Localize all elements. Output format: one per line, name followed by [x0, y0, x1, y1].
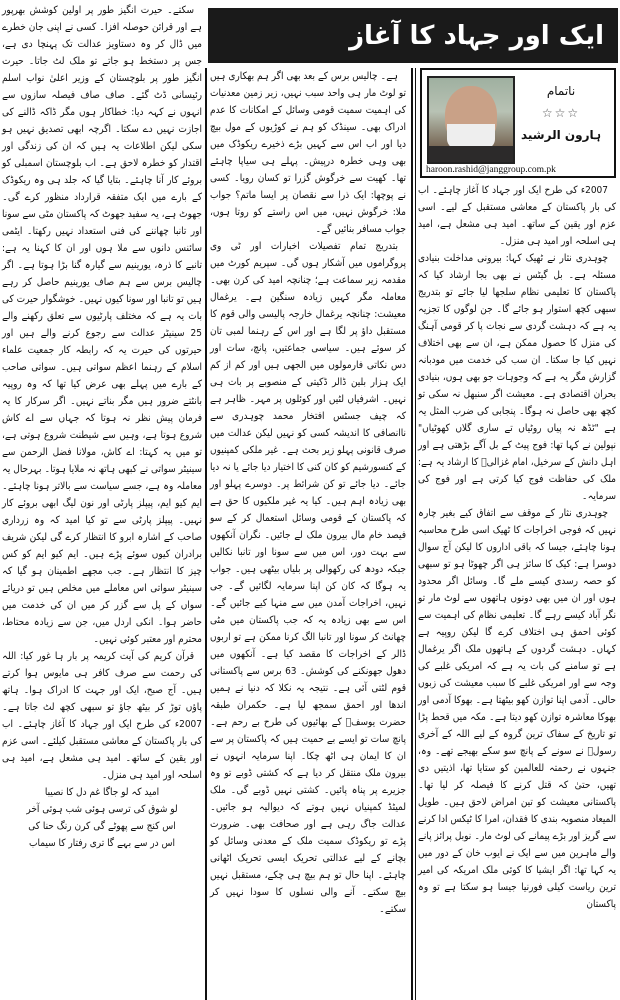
paragraph: ہے۔ چالیس برس کے بعد بھی اگر ہم بھکاری ہیں تو لوٹ مار ہی واحد سبب نہیں، زیر زمین معدنیات کی اہمیت سمیت قومی وسائل کے امکانات کا عدم ادراک بھی۔ سینڈک کو ہم نے کوڑیوں کے مول بیچ دیا اور اب اس سے کہیں بڑے ذخیرے ریکوڈک میں بھی وہی خطرہ درپیش۔ پہلے ہی سیاپا چاہئے تھا۔ کھیت سے خرگوش گزرا تو کسان رویا۔ کسی نے پوچھا: ایک ذرا سے نقصان پر ایسا ماتم؟ جواب ملا: خرگوش نہیں، میں اس راستے کو روتا ہوں، جواب مسافر بنائیں گے۔	[210, 71, 406, 235]
column-middle	[210, 68, 406, 918]
column-divider	[411, 68, 413, 1000]
paragraph: قرآن کریم کی آیت کریمہ پر بار ہا غور کیا: اللہ کی رحمت سے صرف کافر ہی مایوس ہوا کرتے ہیں۔ آج صبح، ایک اور جہت کا ادراک ہوا۔ ہاتھ پاؤں توڑ کر بیٹھ جاؤ تو سبھی کچھ لٹ جاتا ہے۔ 2007ء کی طرح ایک اور جہاد کا آغاز چاہئے۔ اب کی بار پاکستان کے معاشی مستقبل کیلئے۔ اسی عزم اور یقین کے ساتھ۔ امید ہی مشعل ہے، امید ہی اسلحہ اور امید ہی منزل۔	[2, 651, 202, 781]
poem-line: امید کہ لو جاگا غم دل کا نصیبا	[44, 787, 160, 798]
poem-line: اس در سے بہے گا تری رفتار کا سیماب	[29, 838, 175, 849]
author-photo	[427, 76, 515, 164]
column-left	[2, 2, 202, 852]
stars-icon: ☆☆☆	[541, 106, 581, 120]
poem-line: اس کنج سے پھوٹے گی کرن رنگ حنا کی	[28, 821, 176, 832]
column-divider	[415, 68, 416, 1000]
paragraph: بتدریج تمام تفصیلات اخبارات اور ٹی وی پروگراموں میں آشکار ہوں گی۔ سپریم کورٹ میں مقدمہ زیر سماعت ہے؛ چنانچہ امید کی کرن بھی۔ معاملہ مگر کہیں زیادہ سنگین ہے۔ یرغمال معیشت: چنانچہ یرغمال خارجہ پالیسی والی قوم کا مستقبل داؤ پر لگا ہے اور اس کے رہنما لمبی تان کر سوئے ہیں۔ سیاسی جماعتیں، پانچ، سات اور دس نکاتی فارمولوں میں الجھی ہیں اور کم از کم ایک ہزار بلین ڈالر ڈکیتی کے منصوبے پر بات ہی نہیں۔ اشرفیاں لٹیں اور کوئلوں پر مہر۔ ظاہر ہے کہ چیف جسٹس افتخار محمد چوہدری سے ناانصافی کا اندیشہ کسی کو نہیں لیکن عدالت میں صرف قانونی پہلو زیر بحث ہے۔ غیر ملکی کمپنیوں کے کنسورشیم کو کان کنی کا اختیار دیا جائے یا نہ دیا جائے۔ دیا جائے تو کن شرائط پر۔ دوسرے پہلو اور بھی زیادہ اہم ہیں۔ کیا یہ غیر ملکیوں کا حق ہے کہ پاکستان کے قومی وسائل استعمال کر کے سو فیصد خام مال بیرون ملک لے جائیں۔ نگران آنکھوں سے بہت دور، اس میں سے سونا اور تانبا نکالیں جبکہ دودھ کی رکھوالی پر بلیاں بیٹھی ہیں۔ جواب یہ ہوگا کہ کان کن اپنا سرمایہ لگائیں گے۔ جی نہیں، اخراجات آمدن میں سے منہا کیے جائیں گے۔ اس سے بھی زیادہ یہ کہ جب پاکستان میں مٹی چھانٹ کر سونا اور تانبا الگ کرنا ممکن ہے تو اربوں ڈالر کے اخراجات کا مقصد کیا ہے۔ آنکھوں میں دھول جھونکنے کی کوشش۔ 63 برس سے پاکستانی قوم لٹتی آئی ہے۔ نتیجہ یہ نکلا کہ دنیا نے ہمیں اندھا اور احمق سمجھ لیا ہے۔ حکمران طبقہ حضرت یوسفؑ کے بھائیوں کی طرح بے رحم ہے۔ پانچ سات تو ایسے بے حمیت ہیں کہ پاکستان پر سے ان کا ایمان ہی اٹھ چکا۔ اپنا سرمایہ انہوں نے بیرون ملک منتقل کر دیا ہے کہ کشتی ڈوبے تو وہ جزیرے پر پناہ پائیں۔ کشتی نہیں ڈوبے گی۔ ملک لمیٹڈ کمپنیاں نہیں ہوتے کہ دیوالیہ ہو جائیں۔ عدالت جاگ رہی ہے اور صحافت بھی۔ ضرورت پڑے تو ریکوڈک سمیت ملک کے معدنی وسائل کو بچانے کے لیے عدالتی تحریک ایسی تحریک اٹھانی چاہئے۔ اپنا حال تو ہم بیچ ہی چکے، مستقبل نہیں بیچ سکتے۔ آنے والی نسلوں کا سودا نہیں کر سکتے۔	[210, 241, 407, 915]
paragraph: 2007ء کی طرح ایک اور جہاد کا آغاز چاہئے۔ اب کی بار پاکستان کے معاشی مستقبل کے لیے۔ اسی عزم اور یقین کے ساتھ۔ امید ہی مشعل ہے، امید ہی اسلحہ اور امید ہی منزل۔	[418, 185, 616, 247]
author-byline-box	[420, 68, 616, 178]
paragraph: چوہدری نثار کے موقف سے اتفاق کیے بغیر چارہ نہیں کہ فوجی اخراجات کا ٹھیک اسی طرح محاسبہ ہونا چاہئے، جیسا کہ باقی اداروں کا لیکن آج سوال دوسرا ہے: کیک کا سائز ہی اگر چھوٹا ہو تو سبھی کو حصہ رسدی کیسے ملے گا۔ وسائل اگر محدود ہوں اور ان میں بھی دونوں ہاتھوں سے لوٹ مار تو نگر آباد کیسے رہے گا۔ تعلیمی نظام کی اہمیت سے کوئی احمق ہی اختلاف کرے گا لیکن روپیہ ہے کہاں۔ دہشت گردوں کے ہاتھوں ملک اگر یرغمال ہے تو سامنے کی بات یہ ہے کہ امریکی غلبے کی وجہ سے اور امریکی غلبے کا سبب معیشت کی زبوں حالی۔ آدمی اپنا توازن کھو بیٹھتا ہے۔ بھوکا آدمی اور بھوکا معاشرہ توازن کھو دیتا ہے۔ مکہ میں قحط پڑا تو تاریخ کے سفاک ترین گروہ کے لیے اللہ کے آخری رسولؐ نے سونے کے پانچ سو سکے بھیجے تھے۔ وہ، جنہوں نے رحمتہ للعالمین کو ستایا تھا، اذیتیں دی تھیں، حتیٰ کہ قتل کرنے کا فیصلہ کر لیا تھا۔ پاکستانی معیشت کو تین امراض لاحق ہیں۔ طویل المیعاد منصوبہ بندی کا فقدان، امرا کا ٹیکس ادا کرنے سے گریز اور بڑے پیمانے کی لوٹ مار۔ نوبل پرائز پانے والے ماہرین میں سے ایک نے ایوب خان کے دور میں یہ کہا تھا: اگر ایشیا کا کوئی ملک امریکہ کی امیر ترین ریاست کیلی فورنیا جیسا ہو سکتا ہے تو وہ پاکستان	[418, 508, 616, 910]
author-email[interactable]: haroon.rashid@janggroup.com.pk	[426, 165, 556, 175]
headline-banner	[208, 8, 618, 63]
headline: ایک اور جہاد کا آغاز	[349, 20, 604, 51]
poem-line: لو شوق کی ترسی ہوئی شب ہوئی آخر	[26, 804, 178, 815]
column-name: ناتمام	[546, 84, 576, 98]
column-divider	[205, 68, 207, 1000]
paragraph: سکتے۔ حیرت انگیز طور پر اولین کوشش بھرپور ہے اور قرائن حوصلہ افزا۔ کسی نے اپنی جان خطرے میں ڈال کر وہ دستاویز عدالت تک پہنچا دی ہے، جس پر دستخط ہو جاتے تو ملک لٹ جاتا۔ حیرت انگیز طور پر بلوچستان کے وزیر اعلیٰ نواب اسلم رئیسانی ڈٹ گئے۔ صاف صاف فیصلہ سازوں سے انہوں نے کہہ دیا: خطاکار ہوں مگر ڈاکہ ڈالنے کی اجازت نہیں دے سکتا۔ اگرچہ ابھی تصدیق نہیں ہو سکی لیکن اطلاعات یہ ہیں کہ ان کی زندگی اور اقتدار کو خطرہ لاحق ہے۔ اب بلوچستان اسمبلی کو بروئے کار آنا چاہئے۔ بتایا گیا کہ جلد ہی وہ ریکوڈک کے بارے میں ایک متفقہ قرارداد منظور کرے گی۔ جھوٹ ہے، یہ سفید جھوٹ کہ پاکستان مٹی سے سونا اور تانبا چھاننے کی فنی استعداد نہیں رکھتا۔ ایٹمی سائنس دانوں سے ملا ہوں اور ان کا کہنا یہ ہے: تانبے کا ذرہ، یورینیم سے گیارہ گنا بڑا ہوتا ہے۔ اگر چالیس برس سے ہم صاف یورینیم حاصل کر رہے ہیں تو تانبا اور سونا کیوں نہیں۔ خوشگوار حیرت کی بات یہ ہے کہ مختلف پارٹیوں سے تعلق رکھنے والے 25 سینیٹر عدالت سے رجوع کرنے والے ہیں اور حیرتوں کی حیرت یہ کہ رابطہ کار جمعیت علماء اسلام کے رہنما اعظم سواتی ہیں۔ سواتی صاحب کے بارے میں پہلے بھی عرض کیا تھا کہ وہ روپیہ بانٹتے ضرور ہیں مگر بناتے نہیں۔ اگر سرکار کا یہ فرمان پیش نظر نہ ہوتا کہ جہاں سے اے کاش شروع ہوتا ہے، وہیں سے شیطنت شروع ہوتی ہے، تو میں یہ کہتا: اے کاش، مولانا فضل الرحمن سے سینیٹر سواتی نے کبھی ہاتھ نہ ملایا ہوتا۔ بہرحال یہ معاملہ وہ ہے، جسے سیاست سے بالاتر ہونا چاہئے۔ ایم کیو ایم، پیپلز پارٹی اور نون لیگ ابھی بروئے کار نہیں۔ پیپلز پارٹی سے تو کیا امید کہ وہ زرداری صاحب کے اشارہ ابرو کا انتظار کرے گی لیکن شریف برادران کیوں سوئے پڑے ہیں۔ ایم کیو ایم کو کس چیز کا انتظار ہے۔ جب مجھے اطمینان ہو گیا کہ سینیٹر سواتی اس معاملے میں مخلص ہیں تو دریائے سواں کے پل سے گزر کر میں ان کی خدمت میں حاضر ہوا۔ انکی اردل میں، جن سے زیادہ محتاط، محترم اور معتبر کوئی نہیں۔	[2, 5, 202, 645]
column-right	[418, 182, 616, 913]
author-name: ہارون الرشید	[520, 128, 602, 142]
paragraph: چوہدری نثار نے ٹھیک کہا: بیرونی مداخلت بنیادی مسئلہ ہے۔ بل گیٹس نے بھی بجا ارشاد کیا کہ پاکستان کا تعلیمی نظام سلجھا لیا جائے تو بتدریج سبھی کچھ استوار ہو جائے گا۔ جن لوگوں کا تجزیہ یہ ہے کہ دہشت گردی سے نجات پا کر قومی آہنگ کی منزل کا حصول ممکن ہے، ان سے بھی اختلاف نہیں کیا جا سکتا۔ ان سب کی خدمت میں مودبانہ گزارش مگر یہ ہے کہ وجوہات جو بھی ہوں، بنیادی بحران اقتصادی ہے۔ معیشت اگر سنبھل نہ سکی تو کچھ بھی حاصل نہ ہوگا۔ پنجابی کی ضرب المثل یہ ہے "ٹڈھ نہ پیاں روٹیاں تے ساری گلاں کھوٹیاں" نپولین نے کہا تھا: فوج پیٹ کے بل آگے بڑھتی ہے اور اہل دانش کے سرخیل، امام غزالیؒ کا ارشاد یہ ہے: ملک کی حفاظت فوج کیا کرتی ہے اور فوج کی سرمایہ۔	[418, 253, 616, 502]
